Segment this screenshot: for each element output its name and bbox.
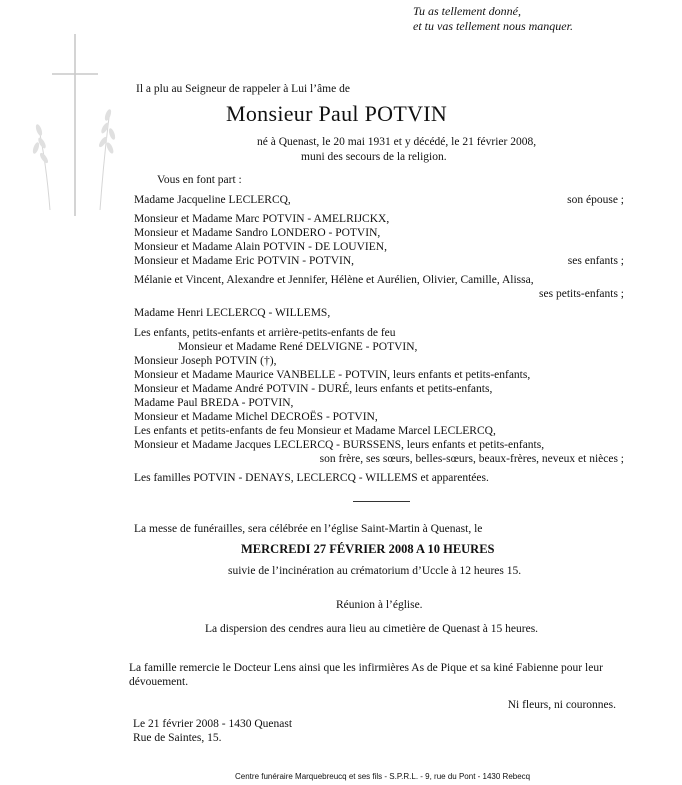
sibling-line: Monsieur et Madame Jacques LECLERCQ - BURSSENS, leurs enfants et petits-enfants, — [134, 439, 545, 451]
cremation-line: suivie de l’incinération au crématorium d’Uccle à 12 heures 15. — [228, 565, 522, 577]
spouse-name: Madame Jacqueline LECLERCQ, — [134, 194, 291, 206]
cross-with-wheat-icon — [30, 30, 130, 220]
funeral-date: MERCREDI 27 FÉVRIER 2008 A 10 HEURES — [241, 542, 495, 556]
sacraments-line: muni des secours de la religion. — [301, 151, 447, 163]
thanks-line-1: La famille remercie le Docteur Lens ainsi que les infirmières As de Pique et sa kiné Fabienne pour leur — [129, 662, 603, 674]
announce-line: Vous en font part : — [157, 174, 242, 186]
grandchildren-line: Mélanie et Vincent, Alexandre et Jennifer, Hélène et Aurélien, Olivier, Camille, Alissa, — [134, 274, 534, 286]
mother-in-law-line: Madame Henri LECLERCQ - WILLEMS, — [134, 307, 331, 319]
sibling-line: Monsieur et Madame André POTVIN - DURÉ, leurs enfants et petits-enfants, — [134, 383, 493, 395]
section-divider — [353, 501, 410, 502]
child-line: Monsieur et Madame Eric POTVIN - POTVIN, — [134, 255, 355, 267]
quote-line-2: et tu vas tellement nous manquer. — [413, 19, 573, 33]
child-line: Monsieur et Madame Sandro LONDERO - POTVIN, — [134, 227, 381, 239]
child-line: Monsieur et Madame Alain POTVIN - DE LOUVIEN, — [134, 241, 387, 253]
sibling-line: Les enfants et petits-enfants de feu Monsieur et Madame Marcel LECLERCQ, — [134, 425, 496, 437]
place-date-line-1: Le 21 février 2008 - 1430 Quenast — [133, 718, 293, 730]
reunion-line: Réunion à l’église. — [336, 599, 423, 611]
thanks-line-2: dévouement. — [129, 676, 189, 688]
siblings-relation: son frère, ses sœurs, belles-sœurs, beaux-frères, neveux et nièces ; — [319, 453, 624, 465]
sibling-line: Les enfants, petits-enfants et arrière-petits-enfants de feu — [134, 327, 396, 339]
birth-death-line: né à Quenast, le 20 mai 1931 et y décédé, le 21 février 2008, — [257, 136, 537, 148]
spouse-relation: son épouse ; — [567, 194, 624, 206]
funeral-home-footer: Centre funéraire Marquebreucq et ses fils - S.P.R.L. - 9, rue du Pont - 1430 Rebecq — [235, 772, 531, 781]
child-line: Monsieur et Madame Marc POTVIN - AMELRIJCKX, — [134, 213, 390, 225]
grandchildren-relation: ses petits-enfants ; — [539, 288, 624, 300]
children-relation: ses enfants ; — [567, 255, 624, 267]
sibling-line: Madame Paul BREDA - POTVIN, — [134, 397, 294, 409]
families-line: Les familles POTVIN - DENAYS, LECLERCQ - WILLEMS et apparentées. — [134, 472, 489, 484]
no-flowers-line: Ni fleurs, ni couronnes. — [507, 699, 616, 711]
sibling-line: Monsieur Joseph POTVIN (†), — [134, 355, 277, 367]
place-date-line-2: Rue de Saintes, 15. — [133, 732, 222, 744]
intro-text: Il a plu au Seigneur de rappeler à Lui l’âme de — [136, 83, 350, 95]
deceased-name: Monsieur Paul POTVIN — [226, 101, 448, 126]
quote-line-1: Tu as tellement donné, — [413, 4, 521, 18]
dispersion-line: La dispersion des cendres aura lieu au cimetière de Quenast à 15 heures. — [205, 623, 539, 635]
sibling-line: Monsieur et Madame René DELVIGNE - POTVIN, — [178, 341, 418, 353]
sibling-line: Monsieur et Madame Michel DECROËS - POTVIN, — [134, 411, 378, 423]
sibling-line: Monsieur et Madame Maurice VANBELLE - POTVIN, leurs enfants et petits-enfants, — [134, 369, 531, 381]
funeral-intro: La messe de funérailles, sera célébrée en l’église Saint-Martin à Quenast, le — [134, 523, 483, 535]
